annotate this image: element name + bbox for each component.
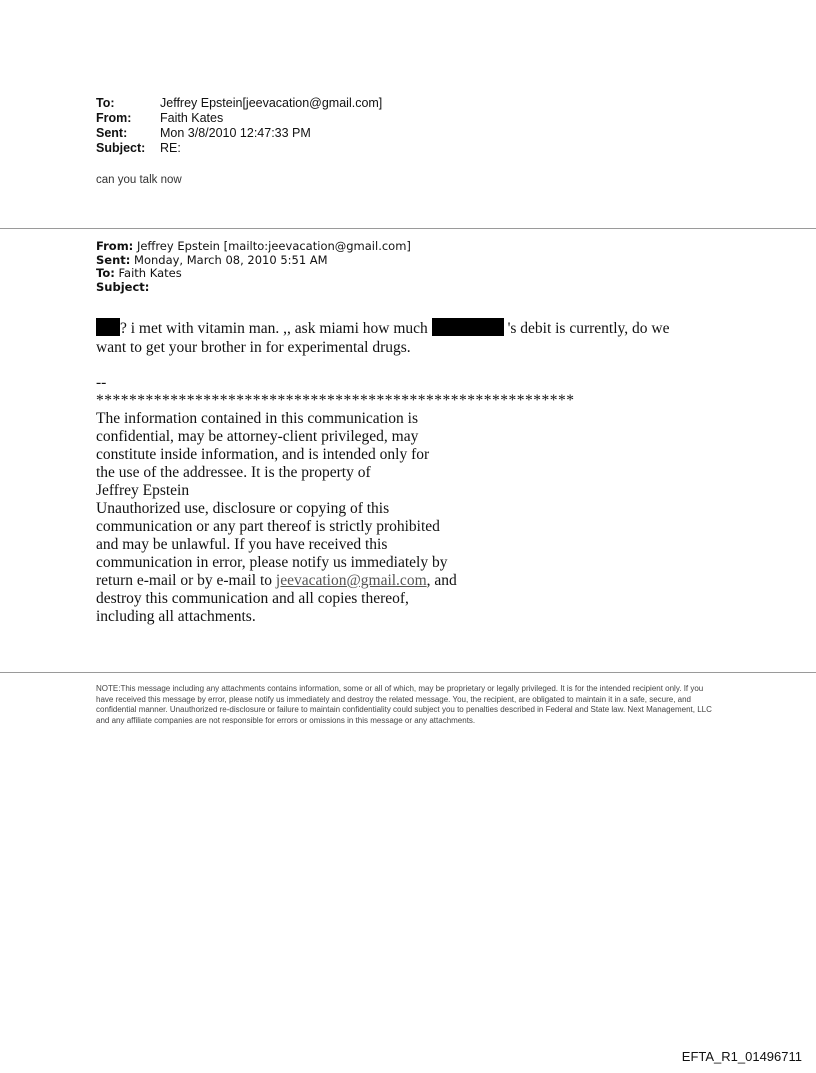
message-part3: want to get your brother in for experimental drugs. (96, 339, 411, 356)
sig-line: return e-mail or by e-mail to (96, 572, 273, 589)
sig-line: Unauthorized use, disclosure or copying of this (96, 500, 390, 517)
fwd-from-row (96, 240, 411, 254)
sig-line: Jeffrey Epstein (96, 482, 190, 499)
fwd-from-value: Jeffrey Epstein [mailto:jeevacation@gmail.com] (136, 239, 411, 253)
bottom-divider (0, 672, 816, 673)
sent-value: Mon 3/8/2010 12:47:33 PM (160, 126, 311, 140)
sent-row (96, 126, 382, 141)
sig-line: the use of the addressee. It is the property of (96, 464, 371, 481)
fwd-to-label: To: (96, 266, 115, 280)
fwd-to-row (96, 267, 411, 281)
from-value: Faith Kates (160, 111, 224, 125)
fwd-subject-row (96, 281, 411, 295)
email-header (96, 96, 382, 156)
fwd-sent-value: Monday, March 08, 2010 5:51 AM (134, 252, 328, 267)
sig-stars: ********************************************************** (96, 392, 575, 409)
subject-label: Subject: (96, 141, 146, 155)
from-label: From: (96, 111, 132, 125)
sig-dashes: -- (96, 374, 107, 391)
to-label: To: (96, 96, 115, 110)
subject-value: RE: (160, 141, 181, 155)
fwd-sent-row (96, 254, 411, 268)
reply-text: can you talk now (96, 174, 182, 186)
to-row (96, 96, 382, 111)
fwd-to-value: Faith Kates (118, 266, 182, 280)
sig-line: confidential, may be attorney-client privileged, may (96, 428, 419, 445)
fwd-sent-label: Sent: (96, 252, 131, 267)
sig-line: constitute inside information, and is intended only for (96, 446, 430, 463)
top-divider (0, 228, 816, 229)
redaction-block (432, 318, 504, 336)
document-id: EFTA_R1_01496711 (681, 1049, 802, 1064)
redaction-block (96, 318, 120, 336)
sig-line: communication or any part thereof is strictly prohibited (96, 518, 440, 535)
to-value: Jeffrey Epstein[jeevacation@gmail.com] (160, 96, 383, 110)
sig-line: communication in error, please notify us immediately by (96, 554, 448, 571)
sig-line-email (96, 572, 575, 590)
fwd-subject-label: Subject: (96, 279, 150, 294)
sent-label: Sent: (96, 126, 128, 140)
message-body (96, 318, 736, 357)
forwarded-header (96, 240, 411, 294)
message-part1: ? i met with vitamin man. ,, ask miami how much (120, 320, 428, 337)
signature-block (96, 374, 575, 626)
sig-line: The information contained in this communication is (96, 410, 418, 427)
disclaimer-note: NOTE:This message including any attachments contains information, some or all of which, may be proprietary or legally privileged. It is for the intended recipient only. If you have received this message by error, please notify us immediately and destroy the related message. You, the recipient, are obligated to maintain it in a safe, secure, and confidential manner. Unauthorized re-disclosure or failure to maintain confidentiality could subject you to penalties described in Federal and State law. Next Management, LLC and any affiliate companies are not responsible for errors or omissions in this message or any attachments. (96, 684, 712, 725)
sig-line: destroy this communication and all copies thereof, (96, 590, 409, 607)
sig-line: and may be unlawful. If you have received this (96, 536, 388, 553)
sig-line: , and (426, 572, 457, 589)
fwd-from-label: From: (96, 239, 134, 253)
subject-row (96, 141, 382, 156)
sig-line: including all attachments. (96, 608, 256, 625)
message-part2: 's debit is currently, do we (507, 320, 670, 337)
from-row (96, 111, 382, 126)
email-link[interactable]: jeevacation@gmail.com (275, 572, 427, 589)
